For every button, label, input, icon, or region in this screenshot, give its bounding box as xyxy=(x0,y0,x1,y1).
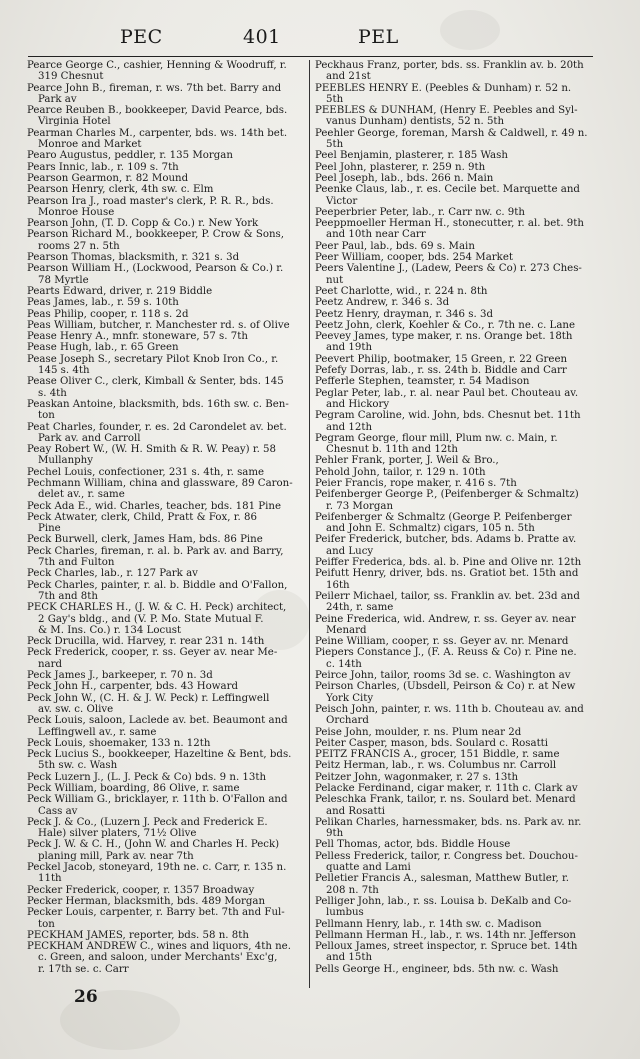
entry-line: Peas James, lab., r. 59 s. 10th xyxy=(27,297,179,309)
entry-line: Peel John, plasterer, r. 259 n. 9th xyxy=(315,161,486,173)
directory-entry xyxy=(315,534,595,557)
entry-continuation: and Lucy xyxy=(326,545,374,557)
directory-entry xyxy=(315,772,595,783)
directory-entry xyxy=(315,297,595,308)
entry-line: Peilerr Michael, tailor, ss. Franklin av. bet. 23d and xyxy=(315,590,580,602)
entry-line: Pearson Richard M., bookkeeper, P. Crow & Sons, xyxy=(27,229,285,241)
right-column xyxy=(315,60,595,975)
directory-entry xyxy=(27,693,308,716)
directory-entry xyxy=(27,772,308,783)
directory-entry xyxy=(315,681,595,704)
entry-line: Peaskan Antoine, blacksmith, bds. 16th sw. c. Ben- xyxy=(27,398,289,410)
entry-line: Pelless Frederick, tailor, r. Congress bet. Douchou- xyxy=(315,850,578,862)
directory-entry xyxy=(315,365,595,376)
entry-line: Pelacke Ferdinand, cigar maker, r. 11th c. Clark av xyxy=(315,783,578,794)
directory-entry xyxy=(315,207,595,218)
directory-entry xyxy=(27,580,308,603)
entry-line: Pearo Augustus, peddler, r. 135 Morgan xyxy=(27,150,233,162)
entry-continuation: nut xyxy=(326,274,344,286)
entry-line: Peck William, boarding, 86 Olive, r. same xyxy=(27,783,240,794)
entry-line: Peifer Frederick, butcher, bds. Adams b. Pratte av. xyxy=(315,534,577,546)
directory-entry xyxy=(315,331,595,354)
entry-line: Peitz Herman, lab., r. ws. Columbus nr. Carroll xyxy=(315,760,557,772)
directory-entry xyxy=(27,749,308,772)
entry-continuation: c. 14th xyxy=(326,658,362,670)
entry-line: Peay Robert W., (W. H. Smith & R. W. Peay) r. 58 xyxy=(27,444,277,456)
entry-continuation: rooms 27 n. 5th xyxy=(38,240,120,252)
entry-line: Pease Joseph S., secretary Pilot Knob Iron Co., r. xyxy=(27,353,279,365)
directory-entry xyxy=(27,150,308,161)
entry-continuation: av. sw. c. Olive xyxy=(38,703,114,715)
directory-entry xyxy=(27,941,308,975)
entry-line: Pearson John, (T. D. Copp & Co.) r. New York xyxy=(27,218,259,230)
entry-line: Peck Atwater, clerk, Child, Pratt & Fox, r. 86 xyxy=(27,511,257,523)
directory-entry xyxy=(27,636,308,647)
entry-continuation: 78 Myrtle xyxy=(38,274,89,286)
entry-continuation: 5th sw. c. Wash xyxy=(38,760,118,772)
entry-line: Pell Thomas, actor, bds. Biddle House xyxy=(315,839,511,851)
entry-continuation: Cass av xyxy=(38,805,78,817)
entry-continuation: and Rosatti xyxy=(326,805,385,817)
entry-continuation: 16th xyxy=(326,579,350,591)
entry-line: Peas William, butcher, r. Manchester rd. s. of Olive xyxy=(27,319,290,331)
directory-entry xyxy=(315,839,595,850)
entry-line: Peetz Henry, drayman, r. 346 s. 3d xyxy=(315,308,493,320)
entry-continuation: Orchard xyxy=(326,715,369,727)
directory-entry xyxy=(315,930,595,941)
directory-entry xyxy=(27,862,308,885)
entry-line: Piepers Constance J., (F. A. Reuss & Co) r. Pine ne. xyxy=(315,647,577,659)
entry-line: Pells George H., engineer, bds. 5th nw. c. Wash xyxy=(315,963,559,975)
entry-line: Peckel Jacob, stoneyard, 19th ne. c. Carr, r. 135 n. xyxy=(27,862,287,874)
directory-entry xyxy=(27,229,308,252)
directory-entry xyxy=(315,433,595,456)
entry-continuation: 145 s. 4th xyxy=(38,365,90,377)
entry-line: Peck Charles, fireman, r. al. b. Park av. and Barry, xyxy=(27,545,284,557)
directory-entry xyxy=(27,83,308,106)
directory-entry xyxy=(27,546,308,569)
entry-continuation: 319 Chesnut xyxy=(38,71,104,83)
entry-line: Pearce George C., cashier, Henning & Woodruff, r. xyxy=(27,60,287,71)
entry-line: Peck Luzern J., (L. J. Peck & Co) bds. 9 n. 13th xyxy=(27,771,267,783)
entry-line: Pearts Edward, driver, r. 219 Biddle xyxy=(27,285,213,297)
directory-entry xyxy=(27,376,308,399)
entry-line: Peck J. W. & C. H., (John W. and Charles H. Peck) xyxy=(27,839,280,851)
entry-line: Pechel Louis, confectioner, 231 s. 4th, r. same xyxy=(27,466,265,478)
entry-line: Pearman Charles M., carpenter, bds. ws. 14th bet. xyxy=(27,127,288,139)
entry-line: Pearson William H., (Lockwood, Pearson & Co.) r. xyxy=(27,263,284,275)
entry-line: Peglar Peter, lab., r. al. near Paul bet. Chouteau av. xyxy=(315,387,579,399)
entry-continuation: vanus Dunham) dentists, 52 n. 5th xyxy=(326,116,505,128)
directory-entry xyxy=(27,297,308,308)
entry-line: Pearce John B., fireman, r. ws. 7th bet. Barry and xyxy=(27,82,282,94)
entry-line: Peers Valentine J., (Ladew, Peers & Co) r. 273 Ches- xyxy=(315,263,582,275)
entry-line: Pecker Frederick, cooper, r. 1357 Broadway xyxy=(27,884,255,896)
directory-entry xyxy=(27,331,308,342)
entry-line: Peirce John, tailor, rooms 3d se. c. Washington av xyxy=(315,670,571,682)
entry-line: Pearce Reuben B., bookkeeper, David Pearce, bds. xyxy=(27,105,288,117)
entry-continuation: planing mill, Park av. near 7th xyxy=(38,850,194,862)
entry-continuation: Hale) silver platers, 71½ Olive xyxy=(38,828,197,840)
entry-line: Peck John W., (C. H. & J. W. Peck) r. Leffingwell xyxy=(27,692,270,704)
entry-line: Peine Frederica, wid. Andrew, r. ss. Geyer av. near xyxy=(315,613,576,625)
entry-line: Pehold John, tailor, r. 129 n. 10th xyxy=(315,466,486,478)
entry-continuation: Leffingwell av., r. same xyxy=(38,726,157,738)
directory-entry xyxy=(27,105,308,128)
entry-line: Pegram Caroline, wid. John, bds. Chesnut bet. 11th xyxy=(315,410,581,422)
directory-entry xyxy=(315,286,595,297)
directory-entry xyxy=(315,749,595,760)
entry-line: Peise John, moulder, r. ns. Plum near 2d xyxy=(315,726,522,738)
directory-entry xyxy=(27,218,308,229)
directory-entry xyxy=(27,783,308,794)
directory-entry xyxy=(315,727,595,738)
directory-entry xyxy=(315,941,595,964)
entry-line: Pears Innic, lab., r. 109 s. 7th xyxy=(27,161,179,173)
entry-line: Peck Drucilla, wid. Harvey, r. rear 231 n. 14th xyxy=(27,636,265,648)
entry-line: Pefefy Dorras, lab., r. ss. 24th b. Biddle and Carr xyxy=(315,365,567,377)
entry-line: PECKHAM JAMES, reporter, bds. 58 n. 8th xyxy=(27,929,249,941)
entry-line: Peirson Charles, (Ubsdell, Peirson & Co) r. at New xyxy=(315,681,576,693)
directory-entry xyxy=(315,478,595,489)
entry-continuation: Park av xyxy=(38,93,77,105)
directory-entry xyxy=(315,105,595,128)
entry-line: Pelikan Charles, harnessmaker, bds. ns. Park av. nr. xyxy=(315,816,582,828)
entry-line: Peas Philip, cooper, r. 118 s. 2d xyxy=(27,308,189,320)
entry-line: Peifutt Henry, driver, bds. ns. Gratiot bet. 15th and xyxy=(315,568,579,580)
entry-line: Peck Burwell, clerk, James Ham, bds. 86 Pine xyxy=(27,534,263,546)
entry-continuation: and John E. Schmaltz) cigars, 105 n. 5th xyxy=(326,523,535,535)
left-column xyxy=(27,60,308,975)
signature-mark: 26 xyxy=(74,987,98,1007)
directory-entry xyxy=(315,320,595,331)
entry-line: Pecker Herman, blacksmith, bds. 489 Morgan xyxy=(27,895,266,907)
entry-continuation: Monroe and Market xyxy=(38,139,142,151)
directory-entry xyxy=(27,512,308,535)
entry-line: Peifenberger George P., (Peifenberger & Schmaltz) xyxy=(315,489,579,501)
column-divider xyxy=(309,60,310,988)
directory-entry xyxy=(315,794,595,817)
entry-line: Pearson Ira J., road master's clerk, P. R. R., bds. xyxy=(27,195,274,207)
directory-entry xyxy=(315,241,595,252)
directory-entry xyxy=(315,184,595,207)
directory-entry xyxy=(27,794,308,817)
entry-line: Pearson Thomas, blacksmith, r. 321 s. 3d xyxy=(27,252,240,264)
entry-line: Peetz Andrew, r. 346 s. 3d xyxy=(315,297,450,309)
entry-line: Peine William, cooper, r. ss. Geyer av. nr. Menard xyxy=(315,636,569,648)
directory-entry xyxy=(315,388,595,411)
entry-continuation: Virginia Hotel xyxy=(38,116,111,128)
entry-line: Pechmann William, china and glassware, 89 Caron- xyxy=(27,477,293,489)
entry-continuation: and 19th xyxy=(326,342,373,354)
directory-entry xyxy=(315,704,595,727)
entry-line: Peck Ada E., wid. Charles, teacher, bds. 181 Pine xyxy=(27,500,282,512)
entry-line: Peevert Philip, bootmaker, 15 Green, r. 22 Green xyxy=(315,353,568,365)
entry-continuation: and 10th near Carr xyxy=(326,229,426,241)
directory-entry xyxy=(315,309,595,320)
directory-entry xyxy=(27,896,308,907)
directory-entry xyxy=(27,478,308,501)
entry-line: Pease Henry A., mnfr. stoneware, 57 s. 7th xyxy=(27,331,248,343)
entry-continuation: r. 17th se. c. Carr xyxy=(38,963,129,975)
entry-line: Peleschka Frank, tailor, r. ns. Soulard bet. Menard xyxy=(315,794,576,806)
entry-line: Pellmann Henry, lab., r. 14th sw. c. Madison xyxy=(315,918,542,930)
entry-line: Pease Hugh, lab., r. 65 Green xyxy=(27,342,179,354)
directory-entry xyxy=(315,455,595,466)
running-header xyxy=(0,26,640,52)
entry-line: PEEBLES HENRY E. (Peebles & Dunham) r. 52 n. xyxy=(315,82,572,94)
entry-line: Peer Paul, lab., bds. 69 s. Main xyxy=(315,240,475,252)
directory-entry xyxy=(315,817,595,840)
entry-line: Peisch John, painter, r. ws. 11th b. Chouteau av. and xyxy=(315,703,584,715)
directory-entry xyxy=(27,568,308,579)
entry-continuation: York City xyxy=(326,692,374,704)
directory-entry xyxy=(27,60,308,83)
directory-entry xyxy=(315,591,595,614)
directory-entry xyxy=(315,150,595,161)
directory-entry xyxy=(27,839,308,862)
entry-continuation: 7th and Fulton xyxy=(38,557,115,569)
entry-line: Peck Charles, painter, r. al. b. Biddle and O'Fallon, xyxy=(27,579,288,591)
directory-entry xyxy=(27,309,308,320)
left-guide-word: PEC xyxy=(120,26,163,48)
directory-entry xyxy=(27,342,308,353)
entry-continuation: Menard xyxy=(326,624,367,636)
directory-entry xyxy=(27,930,308,941)
entry-line: Peevey James, type maker, r. ns. Orange bet. 18th xyxy=(315,331,573,343)
directory-entry xyxy=(315,83,595,106)
directory-entry xyxy=(315,512,595,535)
entry-continuation: 11th xyxy=(38,873,62,885)
entry-line: Peck James J., barkeeper, r. 70 n. 3d xyxy=(27,670,213,682)
entry-continuation: Monroe House xyxy=(38,206,115,218)
entry-continuation: 2 Gay's bldg., and (V. P. Mo. State Mutual F. xyxy=(38,613,264,625)
directory-entry xyxy=(27,184,308,195)
entry-line: Peel Joseph, lab., bds. 266 n. Main xyxy=(315,172,494,184)
entry-line: Peck Frederick, cooper, r. ss. Geyer av. near Me- xyxy=(27,647,278,659)
directory-entry xyxy=(27,320,308,331)
directory-entry xyxy=(315,738,595,749)
directory-entry xyxy=(315,263,595,286)
entry-line: Pellmann Herman H., lab., r. ws. 14th nr. Jefferson xyxy=(315,929,576,941)
directory-entry xyxy=(27,422,308,445)
directory-entry xyxy=(27,173,308,184)
entry-line: Peier Francis, rope maker, r. 416 s. 7th xyxy=(315,477,517,489)
entry-line: Peeppmoeller Herman H., stonecutter, r. al. bet. 9th xyxy=(315,218,584,230)
entry-line: Peetz John, clerk, Koehler & Co., r. 7th ne. c. Lane xyxy=(315,319,575,331)
entry-continuation: 9th xyxy=(326,828,344,840)
directory-entry xyxy=(27,670,308,681)
entry-line: Peck J. & Co., (Luzern J. Peck and Frederick E. xyxy=(27,816,268,828)
right-guide-word: PEL xyxy=(358,26,399,48)
directory-entry xyxy=(315,760,595,771)
entry-continuation: 5th xyxy=(326,139,344,151)
directory-entry xyxy=(315,873,595,896)
entry-line: Peck Lucius S., bookkeeper, Hazeltine & Bent, bds. xyxy=(27,749,292,761)
directory-entry xyxy=(27,534,308,545)
directory-entry xyxy=(315,218,595,241)
directory-entry xyxy=(27,715,308,738)
directory-entry xyxy=(315,614,595,637)
directory-entry xyxy=(27,467,308,478)
directory-entry xyxy=(27,196,308,219)
directory-entry xyxy=(315,851,595,874)
entry-line: Pelletier Francis A., salesman, Matthew Butler, r. xyxy=(315,873,570,885)
entry-line: Peiter Casper, mason, bds. Soulard c. Rosatti xyxy=(315,737,549,749)
directory-entry xyxy=(27,162,308,173)
entry-continuation: 7th and 8th xyxy=(38,590,98,602)
entry-continuation: 208 n. 7th xyxy=(326,884,379,896)
directory-entry xyxy=(315,783,595,794)
directory-entry xyxy=(27,885,308,896)
entry-continuation: 24th, r. same xyxy=(326,602,394,614)
entry-line: Peckhaus Franz, porter, bds. ss. Franklin av. b. 20th xyxy=(315,60,584,71)
entry-continuation: quatte and Lami xyxy=(326,862,411,874)
entry-continuation: lumbus xyxy=(326,907,364,919)
entry-continuation: and Hickory xyxy=(326,398,390,410)
entry-continuation: c. Green, and saloon, under Merchants' Exc'g, xyxy=(38,952,278,964)
directory-entry xyxy=(27,286,308,297)
directory-entry xyxy=(27,252,308,263)
entry-line: Pease Oliver C., clerk, Kimball & Senter, bds. 145 xyxy=(27,376,284,388)
entry-line: Pehler Frank, porter, J. Weil & Bro., xyxy=(315,455,499,467)
entry-continuation: Pine xyxy=(38,523,61,535)
directory-entry xyxy=(315,162,595,173)
directory-entry xyxy=(315,557,595,568)
entry-line: Peet Charlotte, wid., r. 224 n. 8th xyxy=(315,285,488,297)
entry-line: Peck Louis, saloon, Laclede av. bet. Beaumont and xyxy=(27,715,288,727)
page-number: 401 xyxy=(243,26,281,48)
entry-continuation: and 15th xyxy=(326,952,373,964)
directory-entry xyxy=(27,681,308,692)
directory-entry xyxy=(315,252,595,263)
entry-line: Pelloux James, street inspector, r. Spruce bet. 14th xyxy=(315,941,578,953)
directory-entry xyxy=(27,444,308,467)
directory-entry xyxy=(27,738,308,749)
entry-continuation: Victor xyxy=(326,195,358,207)
directory-entry xyxy=(315,410,595,433)
directory-entry xyxy=(27,128,308,151)
directory-entry xyxy=(315,896,595,919)
entry-line: Peck Louis, shoemaker, 133 n. 12th xyxy=(27,737,211,749)
directory-entry xyxy=(27,602,308,636)
entry-line: Pearson Gearmon, r. 82 Mound xyxy=(27,172,189,184)
entry-continuation: delet av., r. same xyxy=(38,489,125,501)
entry-line: Peck John H., carpenter, bds. 43 Howard xyxy=(27,681,238,693)
entry-line: Peifenberger & Schmaltz (George P. Peifenberger xyxy=(315,511,572,523)
directory-entry xyxy=(315,128,595,151)
entry-continuation: and 12th xyxy=(326,421,373,433)
directory-entry xyxy=(315,467,595,478)
entry-line: Peeperbrier Peter, lab., r. Carr nw. c. 9th xyxy=(315,206,525,218)
entry-line: Peitzer John, wagonmaker, r. 27 s. 13th xyxy=(315,771,519,783)
entry-continuation: Park av. and Carroll xyxy=(38,432,141,444)
entry-line: PEITZ FRANCIS A., grocer, 151 Biddle, r. same xyxy=(315,749,560,761)
header-rule xyxy=(28,56,593,57)
directory-entry xyxy=(27,501,308,512)
directory-entry xyxy=(27,647,308,670)
directory-entry xyxy=(315,173,595,184)
entry-continuation: Mullanphy xyxy=(38,455,93,467)
entry-continuation: Chesnut b. 11th and 12th xyxy=(326,444,458,456)
entry-continuation: and 21st xyxy=(326,71,371,83)
entry-line: PEEBLES & DUNHAM, (Henry E. Peebles and Syl- xyxy=(315,105,578,117)
directory-entry xyxy=(315,670,595,681)
entry-line: Pecker Louis, carpenter, r. Barry bet. 7th and Ful- xyxy=(27,907,285,919)
entry-continuation: & M. Ins. Co.) r. 134 Locust xyxy=(38,624,182,636)
entry-line: Peck Charles, lab., r. 127 Park av xyxy=(27,568,198,580)
directory-entry xyxy=(27,354,308,377)
directory-entry xyxy=(315,964,595,975)
directory-entry xyxy=(27,399,308,422)
entry-line: Pefferle Stephen, teamster, r. 54 Madison xyxy=(315,376,530,388)
entry-continuation: 5th xyxy=(326,93,344,105)
directory-entry xyxy=(27,263,308,286)
entry-continuation: ton xyxy=(38,410,55,422)
entry-line: Pegram George, flour mill, Plum nw. c. Main, r. xyxy=(315,432,558,444)
entry-continuation: ton xyxy=(38,918,55,930)
entry-line: PECKHAM ANDREW C., wines and liquors, 4th ne. xyxy=(27,941,291,953)
directory-entry xyxy=(27,817,308,840)
entry-line: Peer William, cooper, bds. 254 Market xyxy=(315,252,513,264)
entry-line: Peiffer Frederica, bds. al. b. Pine and Olive nr. 12th xyxy=(315,557,582,569)
entry-line: PECK CHARLES H., (J. W. & C. H. Peck) architect, xyxy=(27,602,287,614)
directory-entry xyxy=(315,568,595,591)
entry-continuation: s. 4th xyxy=(38,387,67,399)
entry-line: Peck William G., bricklayer, r. 11th b. O'Fallon and xyxy=(27,794,288,806)
directory-entry xyxy=(27,907,308,930)
directory-entry xyxy=(315,60,595,83)
directory-entry xyxy=(315,647,595,670)
directory-entry xyxy=(315,376,595,387)
entry-line: Pearson Henry, clerk, 4th sw. c. Elm xyxy=(27,184,214,196)
directory-entry xyxy=(315,636,595,647)
entry-continuation: r. 73 Morgan xyxy=(326,500,394,512)
entry-line: Pelliger John, lab., r. ss. Louisa b. DeKalb and Co- xyxy=(315,895,572,907)
entry-line: Peel Benjamin, plasterer, r. 185 Wash xyxy=(315,150,508,162)
entry-line: Peenke Claus, lab., r. es. Cecile bet. Marquette and xyxy=(315,184,580,196)
directory-entry xyxy=(315,354,595,365)
directory-entry xyxy=(315,919,595,930)
entry-continuation: nard xyxy=(38,658,63,670)
entry-line: Peehler George, foreman, Marsh & Caldwell, r. 49 n. xyxy=(315,127,588,139)
directory-entry xyxy=(315,489,595,512)
entry-line: Peat Charles, founder, r. es. 2d Carondelet av. bet. xyxy=(27,421,287,433)
